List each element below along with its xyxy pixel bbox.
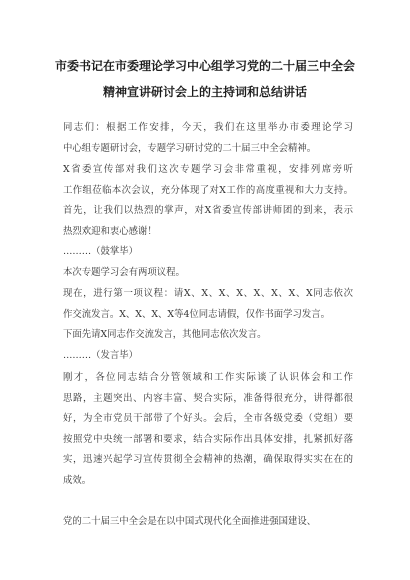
paragraph-first-agenda bbox=[63, 284, 353, 325]
document-title-line-2: 精神宣讲研讨会上的主持词和总结讲话 bbox=[102, 85, 307, 99]
text-line: 下面先请X同志作交流发言，其他同志依次发言。 bbox=[63, 329, 267, 340]
paragraph-opening bbox=[63, 118, 353, 159]
stage-direction-speeches bbox=[63, 346, 353, 367]
text-line: 首先，让我们以热烈的掌声，对X省委宣传部讲师团的到来，表示 bbox=[63, 205, 353, 216]
text-line: 热烈欢迎和衷心感谢！ bbox=[63, 225, 157, 237]
text-line: X省委宣传部对我们这次专题学习会非常重视，安排列席旁听 bbox=[63, 164, 353, 175]
stage-direction-applause bbox=[63, 242, 353, 263]
document-title-line-1: 市委书记在市委理论学习中心组学习党的二十届三中全会 bbox=[54, 59, 355, 73]
paragraph-speaking-order bbox=[63, 325, 353, 346]
paragraph-closing bbox=[63, 512, 353, 533]
text-line: ………（发言毕） bbox=[63, 350, 139, 361]
text-line: 工作组莅临本次会议，充分体现了对X工作的高度重视和大力支持。 bbox=[63, 184, 353, 196]
text-line: 中心组专题研讨会，专题学习研讨党的二十届三中全会精神。 bbox=[63, 142, 317, 154]
text-line: 党的二十届三中全会是在以中国式现代化全面推进强国建设、 bbox=[63, 516, 317, 527]
paragraph-summary bbox=[63, 368, 353, 491]
text-line: 作交流发言。X、X、X、X等4位同志请假，仅作书面学习发言。 bbox=[63, 308, 331, 320]
text-line: ………（鼓掌毕） bbox=[63, 246, 139, 257]
text-line: 思路，主题突出、内容丰富、契合实际，准备得很充分，讲得都很 bbox=[63, 392, 353, 404]
text-line: 本次专题学习会有两项议程。 bbox=[63, 267, 185, 278]
text-line: 现在，进行第一项议程：请X、X、X、X、X、X、X、X同志依次 bbox=[63, 288, 353, 299]
text-line: 刚才，各位同志结合分管领域和工作实际谈了认识体会和工作 bbox=[63, 372, 353, 383]
text-line: 成效。 bbox=[63, 474, 92, 486]
paragraph-agenda bbox=[63, 263, 353, 284]
text-line: 实，迅速兴起学习宣传贯彻全会精神的热潮，确保取得实实在在的 bbox=[63, 454, 353, 465]
text-line: 同志们：根据工作安排，今天，我们在这里举办市委理论学习 bbox=[63, 122, 353, 133]
text-line: 按照党中央统一部署和要求，结合实际作出具体安排，扎紧抓好落 bbox=[63, 433, 353, 445]
text-line: 好，为全市党员干部带了个好头。会后，全市各级党委（党组）要 bbox=[63, 413, 353, 424]
paragraph-welcome bbox=[63, 160, 353, 242]
